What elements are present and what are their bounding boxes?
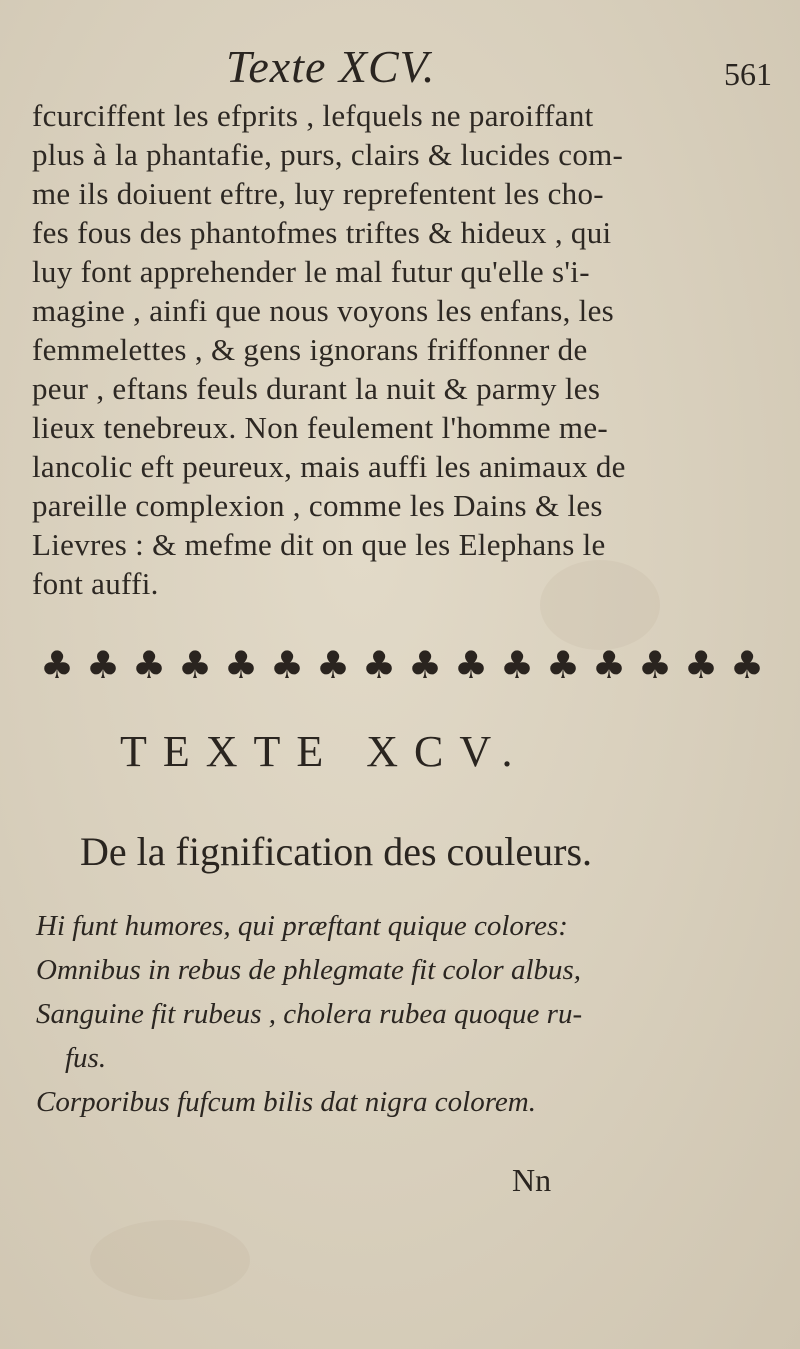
latin-verse: [36, 904, 776, 1124]
paper-stain: [90, 1220, 250, 1300]
verse-line: Omnibus in rebus de phlegmate fit color albus,: [36, 954, 582, 986]
ornament-glyph-icon: ♣: [499, 643, 533, 687]
text-line: fes fous des phantofmes triftes & hideux , qui: [32, 215, 612, 250]
ornament-glyph-icon: ♣: [131, 643, 165, 687]
verse-line: fus.: [36, 1042, 107, 1074]
text-line: me ils doiuent eftre, luy reprefentent les cho-: [32, 176, 604, 211]
ornament-glyph-icon: ♣: [177, 643, 211, 687]
text-line: peur , eftans feuls durant la nuit & parmy les: [32, 371, 601, 406]
ornament-glyph-icon: ♣: [85, 643, 119, 687]
ornament-glyph-icon: ♣: [361, 643, 395, 687]
ornament-glyph-icon: ♣: [223, 643, 257, 687]
verse-line: Sanguine fit rubeus , cholera rubea quoque ru-: [36, 998, 583, 1030]
ornament-glyph-icon: ♣: [453, 643, 487, 687]
running-head-title: Texte XCV.: [226, 41, 436, 92]
text-line: Lievres : & mefme dit on que les Elephans le: [32, 527, 606, 562]
text-line: lancolic eft peureux, mais auffi les animaux de: [32, 449, 626, 484]
ornament-glyph-icon: ♣: [637, 643, 671, 687]
ornament-glyph-icon: ♣: [729, 643, 763, 687]
text-line: magine , ainfi que nous voyons les enfans, les: [32, 293, 615, 328]
text-line: lieux tenebreux. Non feulement l'homme me-: [32, 410, 609, 445]
ornament-glyph-icon: ♣: [269, 643, 303, 687]
ornament-glyph-icon: ♣: [407, 643, 441, 687]
ornament-glyph-icon: ♣: [545, 643, 579, 687]
text-line: luy font apprehender le mal futur qu'elle s'i-: [32, 254, 590, 289]
text-line: font auffi.: [32, 566, 159, 601]
page-number: 561: [724, 56, 772, 92]
ornament-glyph-icon: ♣: [39, 643, 73, 687]
decorative-ornament-band: [36, 640, 766, 690]
verse-line: Hi funt humores, qui præftant quique colores:: [36, 910, 568, 942]
ornament-glyph-icon: ♣: [591, 643, 625, 687]
ornament-glyph-icon: ♣: [683, 643, 717, 687]
section-subtitle: De la fignification des couleurs.: [80, 829, 593, 874]
text-line: plus à la phantafie, purs, clairs & lucides com-: [32, 137, 624, 172]
text-line: fcurciffent les efprits , lefquels ne paroiffant: [32, 98, 594, 133]
body-paragraph: [32, 96, 772, 603]
running-head: [0, 40, 800, 100]
text-line: pareille complexion , comme les Dains & les: [32, 488, 603, 523]
signature-mark: Nn: [512, 1162, 552, 1198]
ornament-glyph-icon: ♣: [315, 643, 349, 687]
section-title: TEXTE XCV.: [120, 727, 529, 776]
verse-line: Corporibus fufcum bilis dat nigra colorem.: [36, 1086, 536, 1118]
text-line: femmelettes , & gens ignorans friffonner de: [32, 332, 588, 367]
